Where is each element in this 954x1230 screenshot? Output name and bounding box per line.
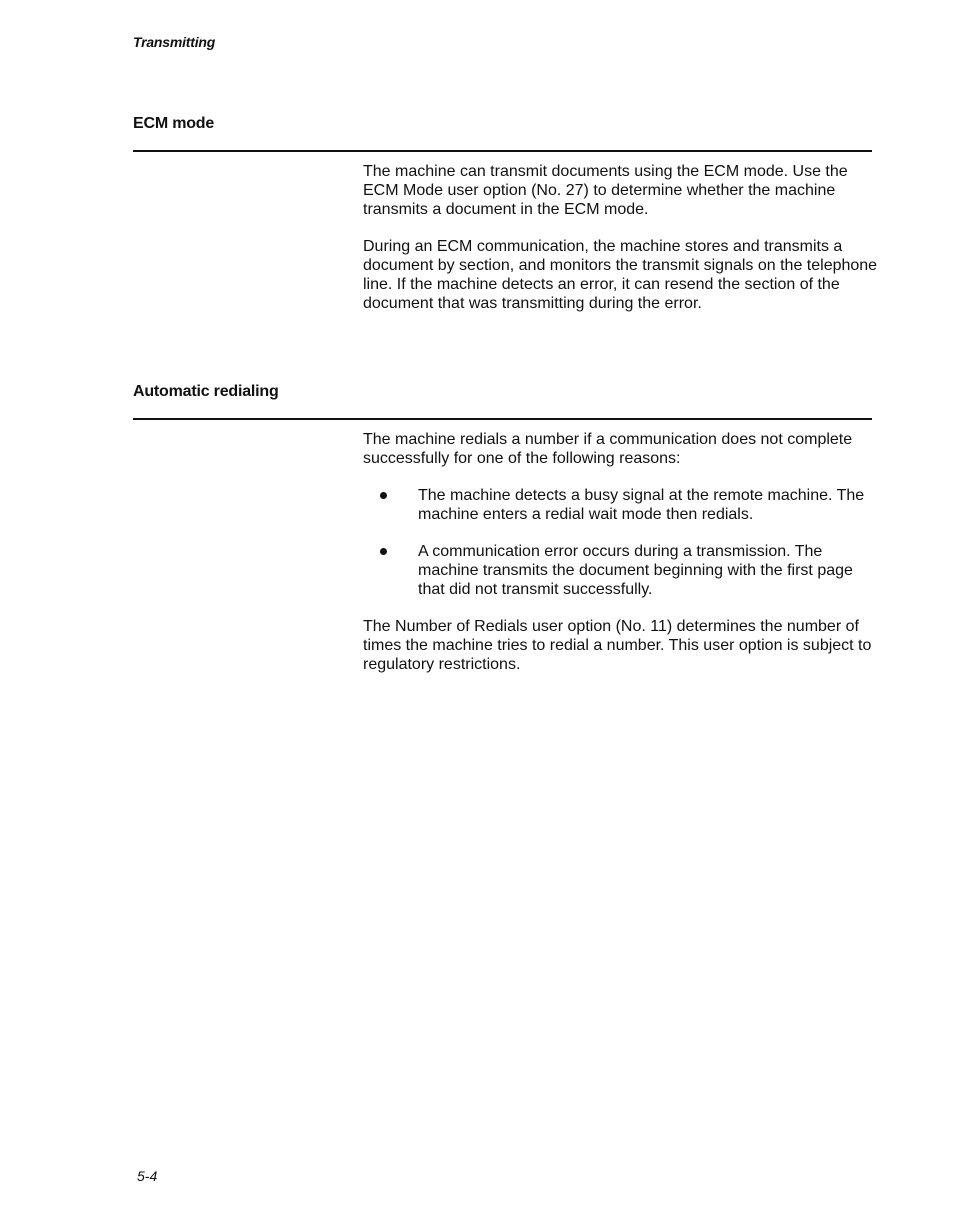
bullet-text: The machine detects a busy signal at the remote machine. The machine enters a redial wait mode then redials.: [418, 487, 865, 523]
page-number: 5-4: [137, 1168, 158, 1184]
ecm-body: [363, 162, 883, 313]
redial-body: [363, 430, 883, 674]
bullet-text: A communication error occurs during a transmission. The machine transmits the document beginning with the first page that did not transmit successfully.: [418, 543, 853, 598]
redial-intro: The machine redials a number if a communication does not complete successfully for one of the following reasons:: [363, 431, 853, 467]
section-title-ecm-mode: ECM mode: [133, 115, 215, 132]
running-header: Transmitting: [133, 34, 216, 50]
bullet-dot-icon: [380, 548, 387, 555]
redial-reasons-list: [363, 486, 883, 599]
ecm-paragraph-1: The machine can transmit documents using the ECM mode. Use the ECM Mode user option (No. 27) to determine whether the machine transmits a document in the ECM mode.: [363, 163, 848, 218]
list-item: [363, 486, 878, 524]
ecm-paragraph-2: During an ECM communication, the machine stores and transmits a document by section, and monitors the transmit signals on the telephone line. If the machine detects an error, it can resend the section of the document that was transmitting during the error.: [363, 238, 878, 312]
section-divider-ecm: [133, 150, 872, 152]
bullet-dot-icon: [380, 492, 387, 499]
redial-closing-paragraph: The Number of Redials user option (No. 11) determines the number of times the machine tries to redial a number. This user option is subject to regulatory restrictions.: [363, 618, 872, 673]
section-title-automatic-redialing: Automatic redialing: [133, 383, 279, 400]
list-item: [363, 542, 878, 599]
section-divider-redial: [133, 418, 872, 420]
